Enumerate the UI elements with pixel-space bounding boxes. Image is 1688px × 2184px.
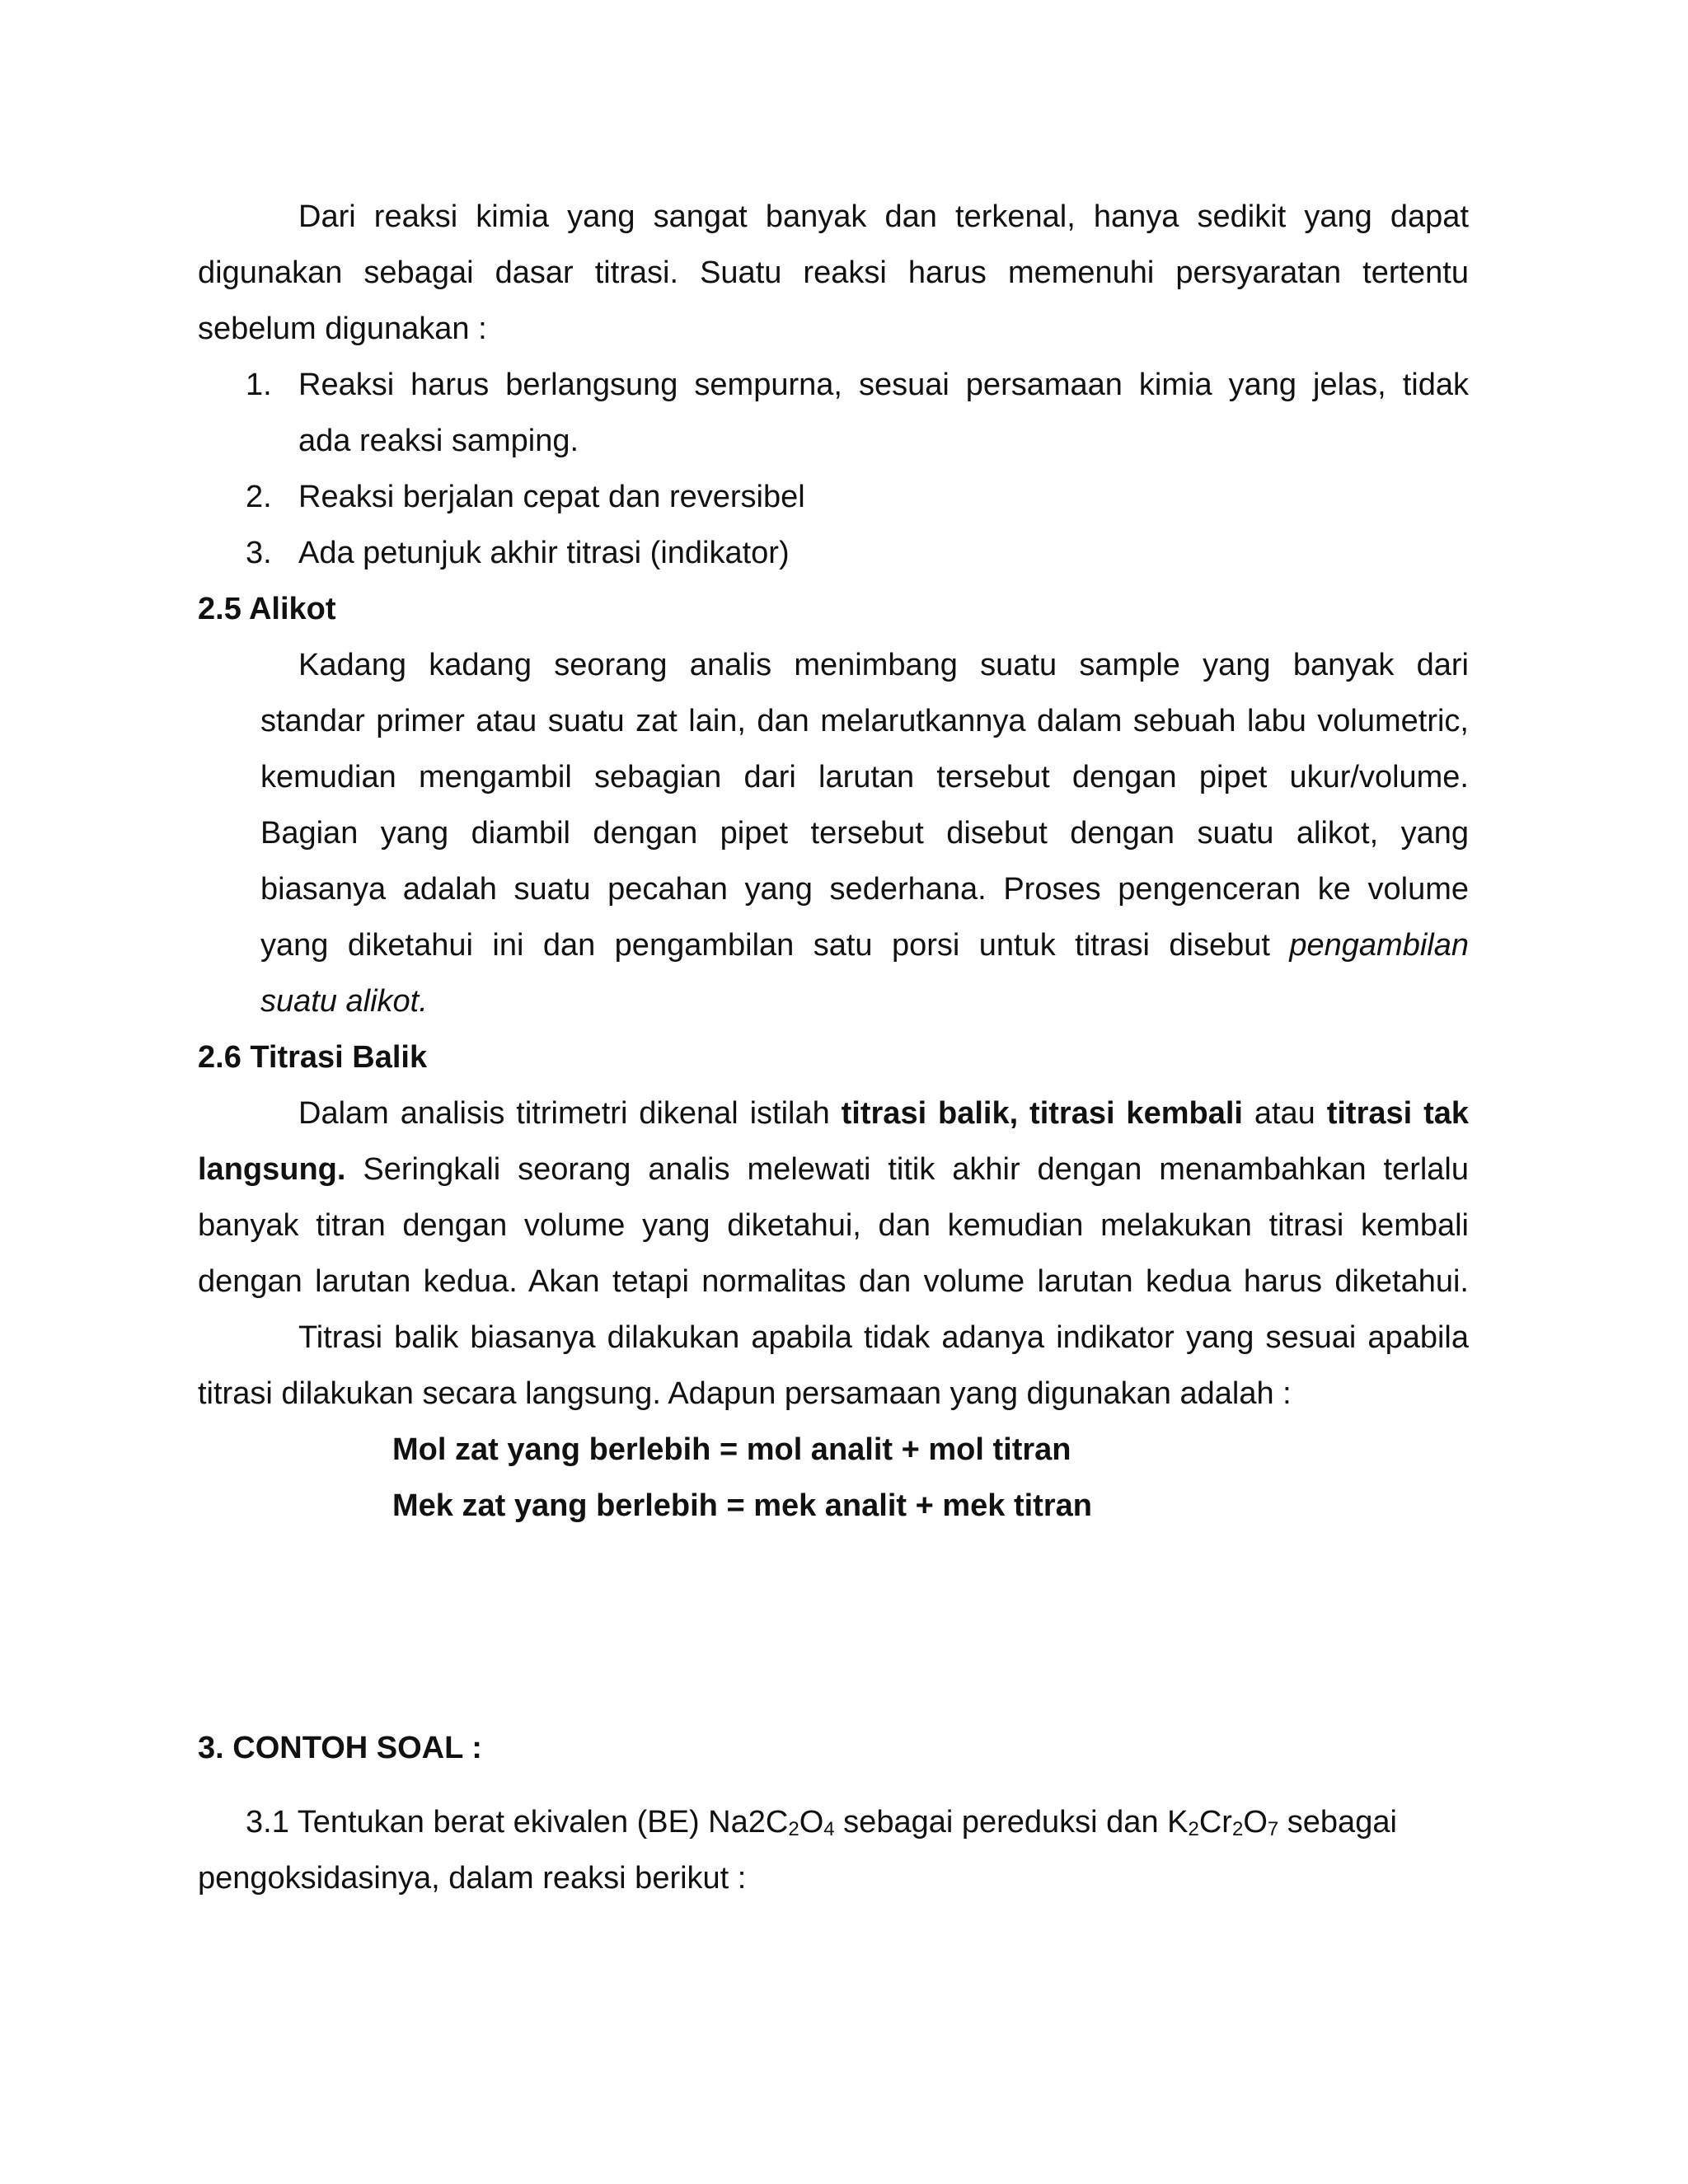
titrasi-balik-line-1: [298, 1094, 1469, 1133]
subscript: 2: [788, 1818, 799, 1840]
list-number: 3.: [246, 536, 272, 570]
text-run: Cr: [1198, 1805, 1232, 1840]
intro-line-2: digunakan sebagai dasar titrasi. Suatu reaksi harus memenuhi persyaratan tertentu: [198, 255, 1469, 290]
subscript: 2: [1231, 1818, 1244, 1840]
text-run: atau: [1254, 1096, 1315, 1131]
text-run: sebagai pereduksi dan K: [834, 1805, 1189, 1840]
question-3-1-line-1: [246, 1802, 1469, 1842]
text-run: O: [799, 1805, 824, 1840]
alikot-line-6-text: yang diketahui ini dan pengambilan satu porsi untuk titrasi disebut: [260, 928, 1270, 963]
list-number: 2.: [246, 480, 272, 514]
alikot-line-6: [260, 926, 1469, 965]
section-heading-2-5: 2.5 Alikot: [198, 592, 336, 626]
intro-line-3: sebelum digunakan :: [198, 312, 487, 346]
titrasi-balik-line-2: [198, 1150, 1469, 1189]
alikot-line-2: standar primer atau suatu zat lain, dan melarutkannya dalam sebuah labu volumetric,: [260, 704, 1469, 738]
text-run: 3.1 Tentukan berat ekivalen (BE) Na2C: [246, 1805, 789, 1840]
bold-term: langsung.: [198, 1152, 346, 1187]
section-heading-3: 3. CONTOH SOAL :: [198, 1731, 482, 1765]
bold-term: titrasi tak: [1326, 1096, 1469, 1131]
bold-term: titrasi balik, titrasi kembali: [841, 1096, 1243, 1131]
titrasi-balik-p2-line-1: Titrasi balik biasanya dilakukan apabila tidak adanya indikator yang sesuai apabila: [298, 1320, 1469, 1355]
list-number: 1.: [246, 368, 272, 402]
list-item-2: Reaksi berjalan cepat dan reversibel: [298, 480, 805, 514]
text-run: Seringkali seorang analis melewati titik akhir dengan menambahkan terlalu: [363, 1152, 1469, 1187]
section-heading-2-6: 2.6 Titrasi Balik: [198, 1040, 428, 1075]
subscript: 4: [823, 1818, 835, 1840]
text-run: O: [1243, 1805, 1268, 1840]
text-run: Dalam analisis titrimetri dikenal istilah: [298, 1096, 830, 1131]
question-3-1-line-2: pengoksidasinya, dalam reaksi berikut :: [198, 1861, 747, 1896]
alikot-line-3: kemudian mengambil sebagian dari larutan tersebut dengan pipet ukur/volume.: [260, 760, 1469, 794]
titrasi-balik-p2-line-2: titrasi dilakukan secara langsung. Adapun persamaan yang digunakan adalah :: [198, 1376, 1292, 1411]
text-run: sebagai: [1278, 1805, 1397, 1840]
equation-mek: Mek zat yang berlebih = mek analit + mek titran: [392, 1488, 1092, 1523]
list-item-1-line-2: ada reaksi samping.: [298, 424, 579, 458]
list-item-1-line-1: Reaksi harus berlangsung sempurna, sesuai persamaan kimia yang jelas, tidak: [298, 368, 1469, 402]
titrasi-balik-line-3: banyak titran dengan volume yang diketahui, dan kemudian melakukan titrasi kembali: [198, 1208, 1469, 1243]
alikot-line-4: Bagian yang diambil dengan pipet tersebut disebut dengan suatu alikot, yang: [260, 816, 1469, 851]
alikot-line-1: Kadang kadang seorang analis menimbang suatu sample yang banyak dari: [298, 648, 1469, 682]
equation-mol: Mol zat yang berlebih = mol analit + mol titran: [392, 1432, 1071, 1467]
subscript: 2: [1188, 1818, 1199, 1840]
intro-line-1: Dari reaksi kimia yang sangat banyak dan terkenal, hanya sedikit yang dapat: [298, 199, 1469, 234]
list-item-3: Ada petunjuk akhir titrasi (indikator): [298, 536, 790, 570]
alikot-line-5: biasanya adalah suatu pecahan yang sederhana. Proses pengenceran ke volume: [260, 872, 1469, 907]
alikot-line-7: suatu alikot.: [260, 984, 428, 1019]
subscript: 7: [1267, 1818, 1279, 1840]
alikot-line-6-italic: pengambilan: [1289, 928, 1469, 963]
titrasi-balik-line-4: dengan larutan kedua. Akan tetapi normalitas dan volume larutan kedua harus diketahui.: [198, 1264, 1469, 1299]
